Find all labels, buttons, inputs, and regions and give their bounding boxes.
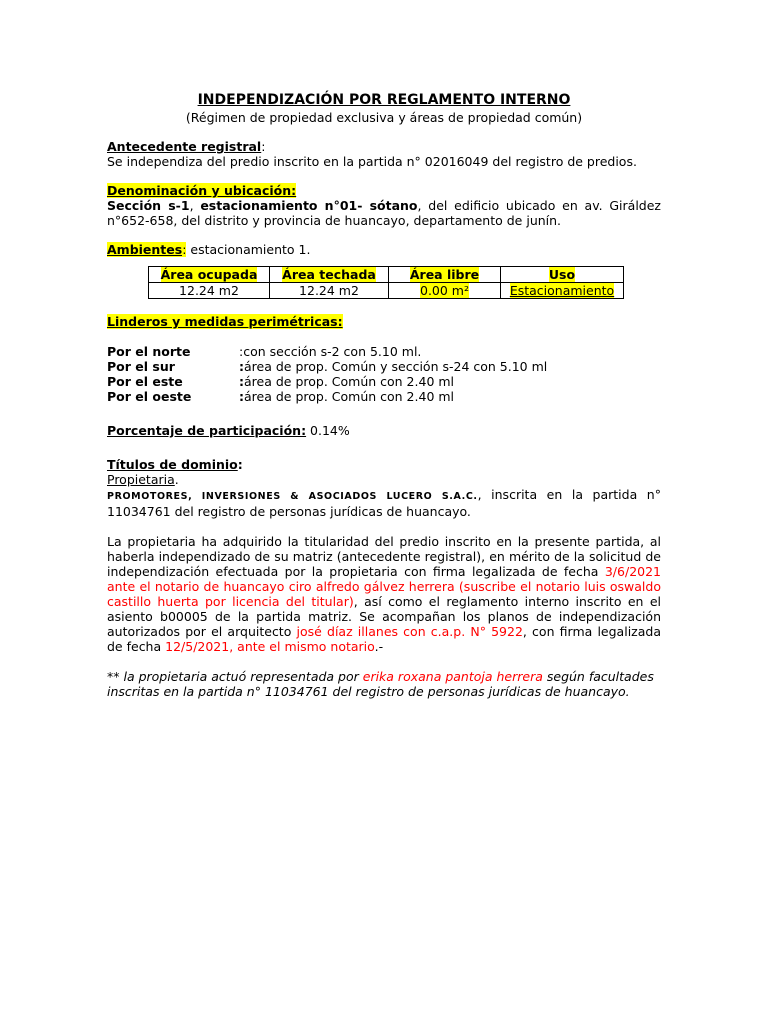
antecedente-section — [107, 139, 661, 169]
note-text-1: la propietaria actuó representada por — [123, 669, 363, 684]
lindero-sep: : — [239, 389, 244, 404]
cell-uso-value: Estacionamiento — [509, 283, 615, 298]
titulos-colon: : — [237, 457, 243, 472]
paragraph-part-4: .- — [374, 639, 384, 654]
ambientes-colon: : — [182, 242, 187, 257]
lindero-label: Por el sur — [107, 359, 175, 374]
lindero-text: área de prop. Común y sección s-24 con 5.10 ml — [244, 359, 548, 374]
header-uso — [501, 267, 624, 283]
company-name: PROMOTORES, INVERSIONES & ASOCIADOS LUCERO S.A.C. — [107, 491, 478, 502]
header-area-techada — [270, 267, 389, 283]
company-text — [107, 487, 661, 519]
header-area-ocupada-label: Área ocupada — [160, 267, 258, 282]
propietaria-label: Propietaria — [107, 472, 175, 487]
porcentaje-section — [107, 423, 661, 438]
denominacion-text — [107, 198, 661, 228]
lindero-label: Por el oeste — [107, 389, 192, 404]
porcentaje-value: 0.14% — [306, 423, 350, 438]
header-uso-label: Uso — [548, 267, 576, 282]
lindero-sep: : — [239, 359, 244, 374]
lindero-text: área de prop. Común con 2.40 ml — [244, 389, 455, 404]
porcentaje-heading: Porcentaje de participación: — [107, 423, 307, 438]
paragraph-part-2: , así como el reglamento interno inscrito en el asiento b00005 de la partida matriz. Se acompañan los planos de independización autorizados por el arquitecto — [107, 594, 661, 639]
lindero-label: Por el este — [107, 374, 183, 389]
seccion-label: Sección s-1 — [107, 198, 190, 213]
paragraph-red-3: 12/5/2021, ante el mismo notario — [165, 639, 375, 654]
lindero-row — [107, 374, 661, 389]
lindero-row — [107, 389, 661, 404]
header-area-ocupada — [149, 267, 270, 283]
antecedente-text: Se independiza del predio inscrito en la partida n° 02016049 del registro de predios. — [107, 154, 637, 169]
denominacion-heading: Denominación y ubicación: — [107, 183, 297, 198]
paragraph-red-2: josé díaz illanes con c.a.p. N° 5922 — [296, 624, 523, 639]
ambientes-text: estacionamiento 1. — [186, 242, 311, 257]
main-paragraph — [107, 534, 661, 654]
document-content — [107, 92, 661, 699]
areas-table — [148, 266, 624, 299]
titulos-heading: Títulos de dominio — [107, 457, 238, 472]
estacionamiento-label: estacionamiento n°01- sótano — [200, 198, 418, 213]
cell-area-libre-value: 0.00 m² — [420, 283, 469, 298]
cell-area-libre — [389, 283, 501, 299]
lindero-row — [107, 344, 661, 359]
header-area-libre — [389, 267, 501, 283]
lindero-sep: : — [239, 374, 244, 389]
paragraph-part-1: La propietaria ha adquirido la titularidad del predio inscrito en la presente partida, al haberla independizado de su matriz (antecedente registral), en mérito de la solicitud de independización efectuada por la propietaria con firma legalizada de fecha — [107, 534, 661, 579]
linderos-section — [107, 314, 661, 404]
denominacion-section — [107, 183, 661, 228]
cell-area-ocupada: 12.24 m2 — [149, 283, 270, 299]
note-red-name: erika roxana pantoja herrera — [362, 669, 543, 684]
lindero-row — [107, 359, 661, 374]
areas-table-header-row — [149, 267, 624, 283]
lindero-sep: : — [239, 344, 244, 359]
linderos-heading: Linderos y medidas perimétricas: — [107, 314, 343, 329]
header-area-libre-label: Área libre — [409, 267, 480, 282]
propietaria-dot: . — [174, 472, 179, 487]
titulos-section — [107, 457, 661, 519]
linderos-list — [107, 344, 661, 404]
paragraph-part-3: , con firma legalizada de fecha — [107, 624, 661, 654]
note-text-2: según facultades inscritas en la partida n° 11034761 del registro de personas jurídicas de huancayo. — [107, 669, 654, 699]
header-area-techada-label: Área techada — [282, 267, 376, 282]
antecedente-heading: Antecedente registral — [107, 139, 262, 154]
denominacion-comma: , — [189, 198, 201, 213]
note-paragraph — [107, 669, 661, 699]
cell-area-techada: 12.24 m2 — [270, 283, 389, 299]
lindero-text: área de prop. Común con 2.40 ml — [244, 374, 455, 389]
paragraph-red-1: 3/6/2021 ante el notario de huancayo ciro alfredo gálvez herrera (suscribe el notario luis oswaldo castillo huerta por licencia del titular) — [107, 564, 661, 609]
cell-uso — [501, 283, 624, 299]
lindero-text: con sección s-2 con 5.10 ml. — [243, 344, 422, 359]
areas-table-row — [149, 283, 624, 299]
denominacion-rest: , del edificio ubicado en av. Giráldez n°652-658, del distrito y provincia de huancayo, departamento de junín. — [107, 198, 661, 228]
antecedente-colon: : — [261, 139, 266, 154]
document-title: INDEPENDIZACIÓN POR REGLAMENTO INTERNO — [197, 92, 571, 108]
ambientes-heading: Ambientes — [107, 242, 183, 257]
document-subtitle: (Régimen de propiedad exclusiva y áreas de propiedad común) — [185, 110, 583, 125]
note-stars: ** — [107, 669, 124, 684]
company-rest: , inscrita en la partida n° 11034761 del registro de personas jurídicas de huancayo. — [107, 487, 661, 519]
lindero-label: Por el norte — [107, 344, 191, 359]
ambientes-section — [107, 242, 661, 257]
